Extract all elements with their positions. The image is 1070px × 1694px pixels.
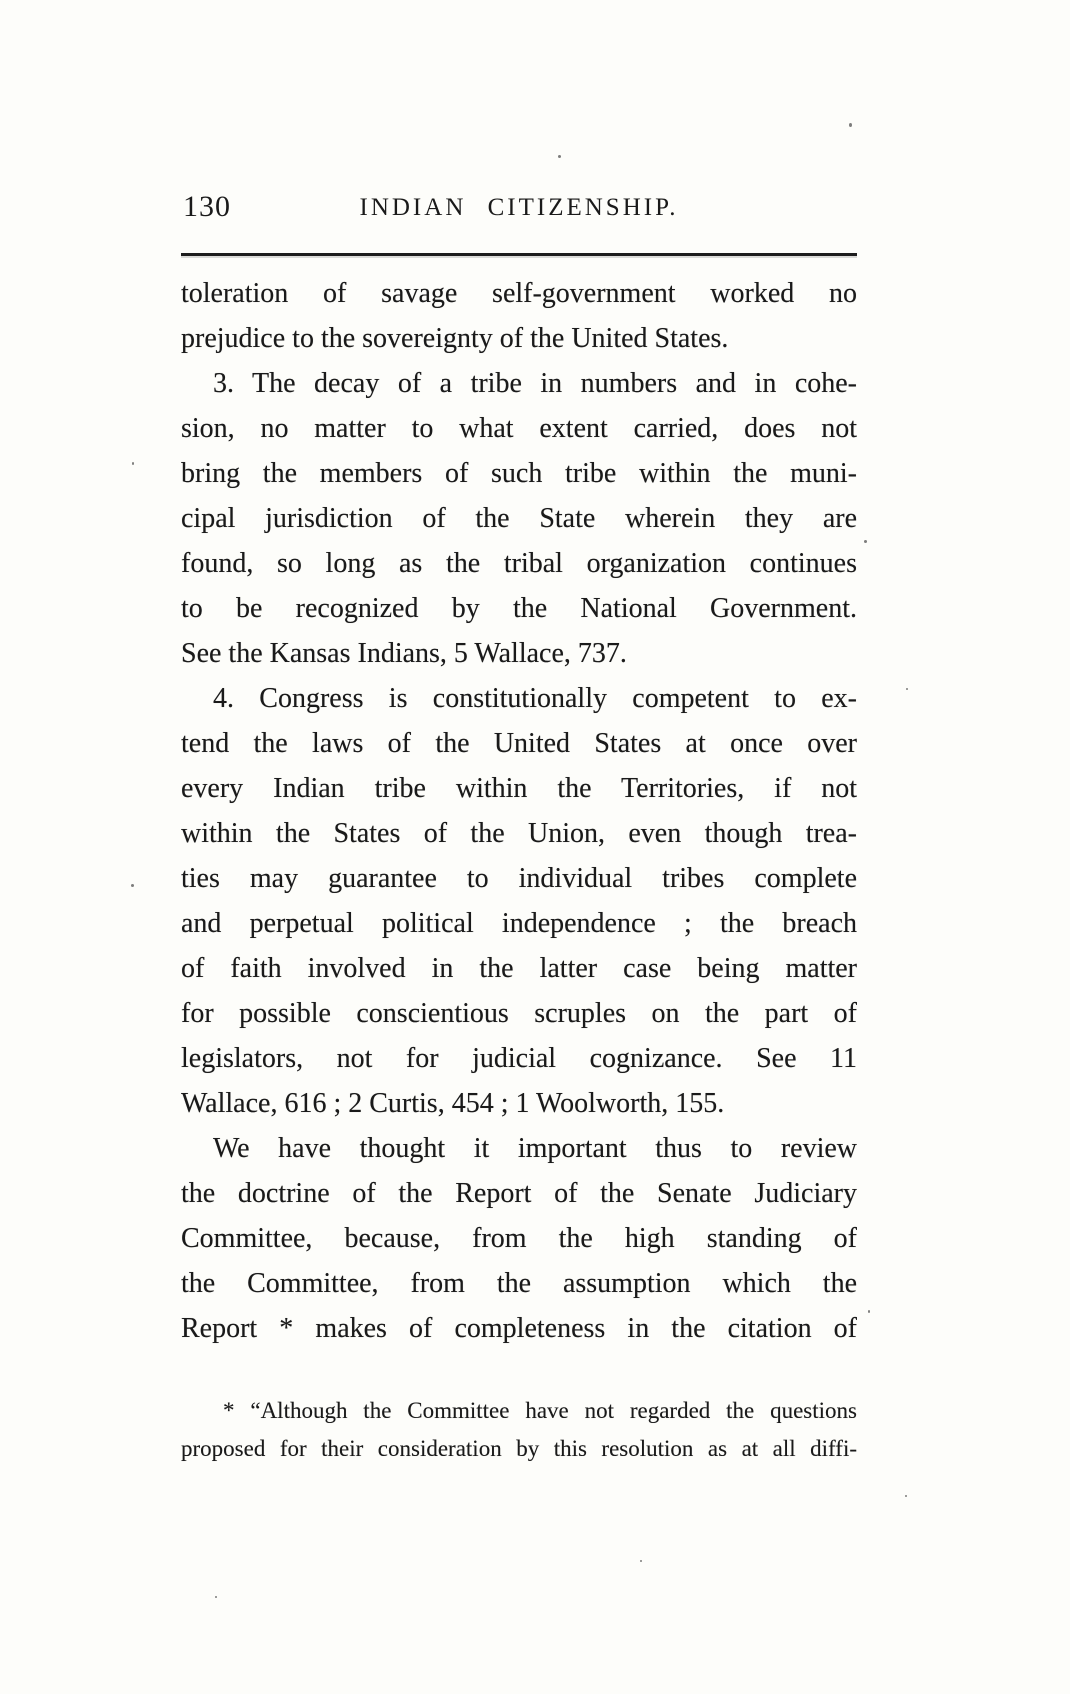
scan-speck [558, 155, 561, 158]
text-line: legislators, not for judicial cognizance. See 11 [181, 1043, 857, 1074]
text-line: cipal jurisdiction of the State wherein they are [181, 503, 857, 534]
text-line: to be recognized by the National Government. [181, 593, 857, 624]
scan-speck [864, 540, 867, 543]
text-line: * “Although the Committee have not regarded the questions [223, 1398, 857, 1423]
page-number: 130 [183, 190, 231, 223]
text-line: ties may guarantee to individual tribes complete [181, 863, 857, 894]
scan-speck [849, 123, 852, 127]
text-line: See the Kansas Indians, 5 Wallace, 737. [181, 638, 627, 669]
text-line: bring the members of such tribe within the muni- [181, 458, 857, 489]
scan-speck [906, 688, 908, 690]
text-line: tend the laws of the United States at once over [181, 728, 857, 759]
text-line: sion, no matter to what extent carried, does not [181, 413, 857, 444]
scan-speck [215, 1596, 217, 1598]
scan-speck [132, 462, 134, 465]
text-line: Wallace, 616 ; 2 Curtis, 454 ; 1 Woolworth, 155. [181, 1088, 725, 1119]
text-line: Committee, because, from the high standing of [181, 1223, 857, 1254]
text-line: Report * makes of completeness in the citation of [181, 1313, 857, 1344]
running-header-title: INDIAN CITIZENSHIP. [359, 194, 679, 221]
text-line: the Committee, from the assumption which the [181, 1268, 857, 1299]
scan-speck [905, 1495, 907, 1497]
text-line: the doctrine of the Report of the Senate Judiciary [181, 1178, 857, 1209]
text-line: prejudice to the sovereignty of the United States. [181, 323, 729, 354]
text-line: found, so long as the tribal organization continues [181, 548, 857, 579]
text-line: proposed for their consideration by this resolution as at all diffi- [181, 1436, 857, 1461]
text-line: within the States of the Union, even though trea- [181, 818, 857, 849]
text-line: and perpetual political independence ; the breach [181, 908, 857, 939]
text-line: every Indian tribe within the Territories, if not [181, 773, 857, 804]
text-line: for possible conscientious scruples on the part of [181, 998, 857, 1029]
text-line: 4. Congress is constitutionally competent to ex- [213, 683, 857, 714]
text-line: 3. The decay of a tribe in numbers and in cohe- [213, 368, 857, 399]
footnote [181, 1392, 857, 1468]
scan-speck [868, 1310, 870, 1313]
text-line: of faith involved in the latter case being matter [181, 953, 857, 984]
header-rule [181, 253, 857, 256]
body-text [181, 271, 857, 1351]
text-line: toleration of savage self-government worked no [181, 278, 857, 309]
scan-speck [640, 1560, 642, 1562]
text-line: We have thought it important thus to review [213, 1133, 857, 1164]
scan-speck [131, 884, 134, 887]
page-header [181, 190, 857, 232]
